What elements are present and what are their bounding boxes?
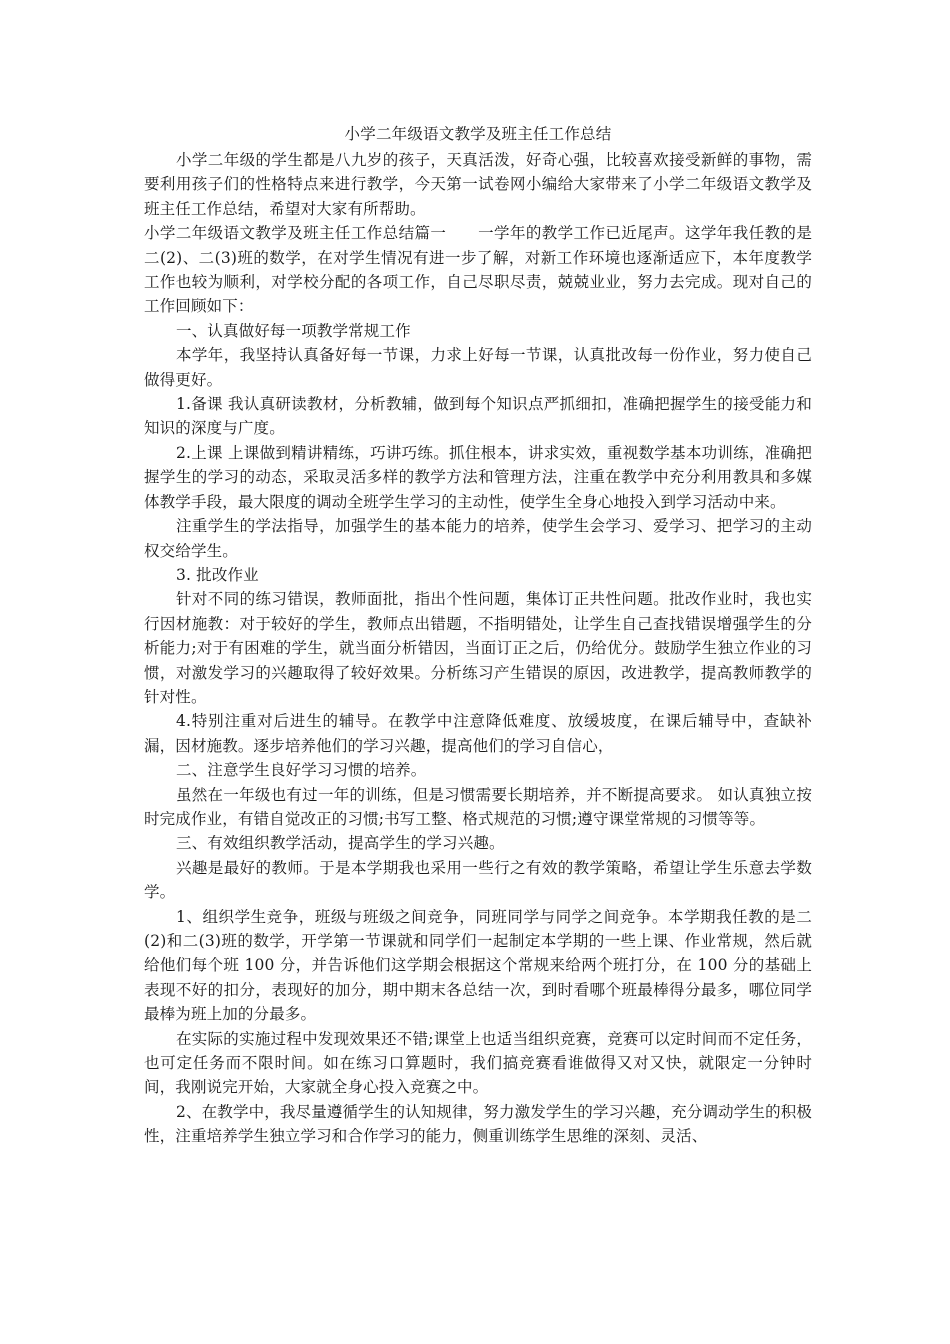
paragraph: 虽然在一年级也有过一年的训练，但是习惯需要长期培养，并不断提高要求。 如认真独立按时完成作业，有错自觉改正的习惯;书写工整、格式规范的习惯;遵守课堂常规的习惯等等。 xyxy=(144,785,812,828)
paragraph: 3. 批改作业 xyxy=(176,565,259,584)
paragraph: 在实际的实施过程中发现效果还不错;课堂上也适当组织竞赛，竞赛可以定时间而不定任务，也可定任务而不限时间。如在练习口算题时，我们搞竞赛看谁做得又对又快，就限定一分钟时间，我刚说完开始，大家就全身心投入竞赛之中。 xyxy=(144,1029,812,1097)
paragraph: 小学二年级语文教学及班主任工作总结篇一 一学年的教学工作已近尾声。这学年我任教的是二(2)、二(3)班的数学，在对学生情况有进一步了解，对新工作环境也逐渐适应下，本年度教学工作也较为顺利，对学校分配的各项工作，自己尽职尽责，兢兢业业，努力去完成。现对自己的工作回顾如下： xyxy=(144,224,812,316)
paragraph: 2.上课 上课做到精讲精练，巧讲巧练。抓住根本，讲求实效，重视数学基本功训练，准确把握学生的学习的动态，采取灵活多样的教学方法和管理方法，注重在教学中充分利用教具和多媒体教学手段，最大限度的调动全班学生学习的主动性，使学生全身心地投入到学习活动中来。 xyxy=(144,443,812,511)
document-title: 小学二年级语文教学及班主任工作总结 xyxy=(344,125,612,143)
document-page xyxy=(144,122,812,1149)
document-body xyxy=(144,148,812,1149)
paragraph: 2、在教学中，我尽量遵循学生的认知规律，努力激发学生的学习兴趣，充分调动学生的积极性，注重培养学生独立学习和合作学习的能力，侧重训练学生思维的深刻、灵活、 xyxy=(144,1102,813,1146)
paragraph: 4.特别注重对后进生的辅导。在教学中注意降低难度、放缓坡度，在课后辅导中，查缺补漏，因材施教。逐步培养他们的学习兴趣，提高他们的学习自信心， xyxy=(144,712,812,755)
paragraph: 三、有效组织教学活动，提高学生的学习兴趣。 xyxy=(176,834,505,853)
paragraph: 本学年，我坚持认真备好每一节课，力求上好每一节课，认真批改每一份作业，努力使自己做得更好。 xyxy=(144,346,812,389)
paragraph: 小学二年级的学生都是八九岁的孩子，天真活泼，好奇心强，比较喜欢接受新鲜的事物，需要利用孩子们的性格特点来进行教学，今天第一试卷网小编给大家带来了小学二年级语文教学及班主任工作总结，希望对大家有所帮助。 xyxy=(144,151,812,218)
paragraph: 注重学生的学法指导，加强学生的基本能力的培养，使学生会学习、爱学习、把学习的主动权交给学生。 xyxy=(144,517,812,560)
paragraph: 针对不同的练习错误，教师面批，指出个性问题，集体订正共性问题。批改作业时，我也实行因材施教：对于较好的学生，教师点出错题，不指明错处，让学生自己查找错误增强学生的分析能力;对于有困难的学生，就当面分析错因，当面订正之后，仍给优分。鼓励学生独立作业的习惯，对激发学习的兴趣取得了较好效果。分析练习产生错误的原因，改进教学，提高教师教学的针对性。 xyxy=(144,590,812,706)
paragraph: 兴趣是最好的教师。于是本学期我也采用一些行之有效的教学策略，希望让学生乐意去学数学。 xyxy=(144,858,812,902)
paragraph: 1、组织学生竞争，班级与班级之间竞争，同班同学与同学之间竞争。本学期我任教的是二(2)和二(3)班的数学，开学第一节课就和同学们一起制定本学期的一些上课、作业常规，然后就给他们每个班 100 分，并告诉他们这学期会根据这个常规来给两个班打分，在 100 分的基础上表现不好的扣分，表现好的加分，期中期末各总结一次，到时看哪个班最棒得分最多，哪位同学最棒为班上加的分最多。 xyxy=(144,907,812,1024)
paragraph: 1.备课 我认真研读教材，分析教辅，做到每个知识点严抓细扣，准确把握学生的接受能力和知识的深度与广度。 xyxy=(144,395,812,438)
paragraph: 一、认真做好每一项教学常规工作 xyxy=(176,321,411,340)
paragraph: 二、注意学生良好学习习惯的培养。 xyxy=(176,761,427,780)
